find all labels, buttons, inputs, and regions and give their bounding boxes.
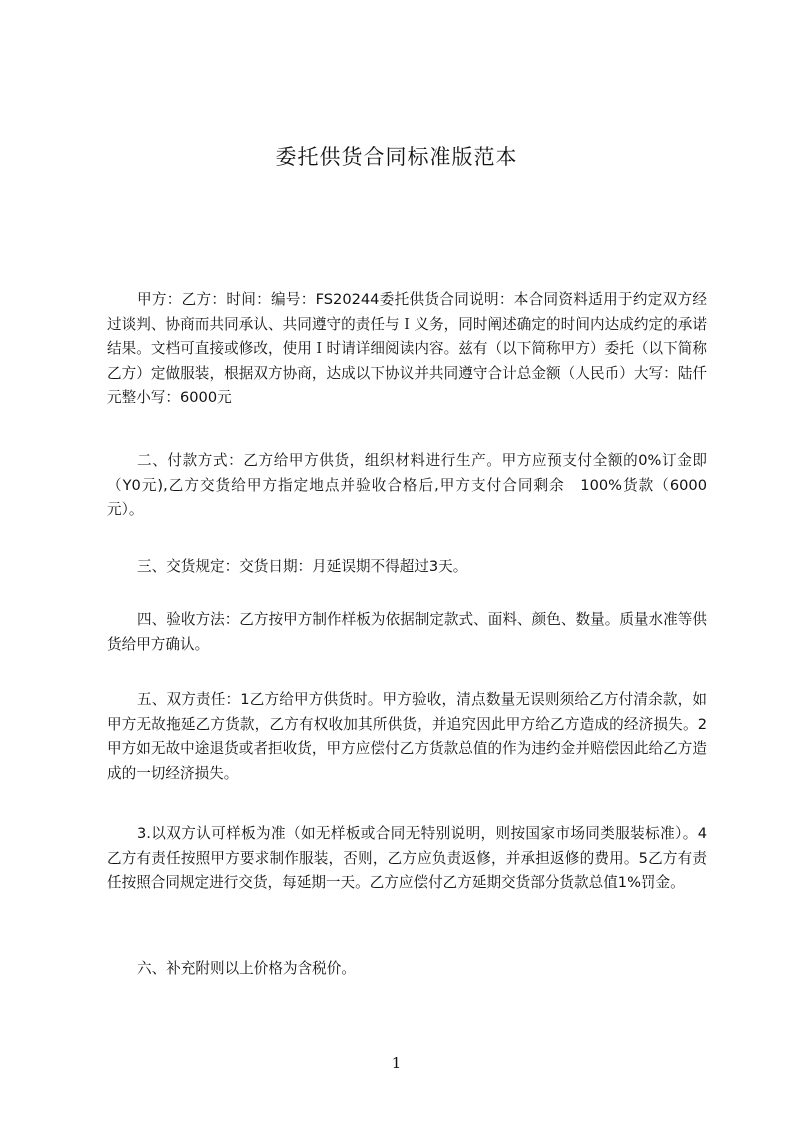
- paragraph-supplement: 六、补充附则以上价格为含税价。: [137, 960, 356, 977]
- page-number: 1: [391, 1054, 402, 1072]
- paragraph-delivery: 三、交货规定：交货日期：月延误期不得超过3天。: [137, 558, 468, 575]
- paragraph-sample-standard: 3.以双方认可样板为准（如无样板或合同无特别说明，则按国家市场同类服装标准）。4乙方有责任按照甲方要求制作服装，否则，乙方应负责返修，并承担返修的费用。5乙方有责任按照合同规定进行交货，每延期一天。乙方应偿付乙方延期交货部分货款总值1%罚金。: [107, 825, 707, 891]
- document-title: 委托供货合同标准版范本: [275, 145, 518, 169]
- paragraph-preamble: 甲方：乙方：时间：编号：FS20244委托供货合同说明：本合同资料适用于约定双方经过谈判、协商而共同承认、共同遵守的责任与Ｉ义务，同时阐述确定的时间内达成约定的承诺结果。文档可直接或修改，使用Ｉ时请详细阅读内容。兹有（以下简称甲方）委托（以下简称乙方）定做服装，根据双方协商，达成以下协议并共同遵守合计总金额（人民币）大写：陆仟元整小写：6000元: [107, 291, 707, 406]
- paragraph-responsibilities: 五、双方责任：1乙方给甲方供货时。甲方验收，清点数量无误则须给乙方付清余款，如甲方无故拖延乙方货款，乙方有权收加其所供货，并追究因此甲方给乙方造成的经济损失。2甲方如无故中途退货或者拒收货，甲方应偿付乙方货款总值的作为违约金并赔偿因此给乙方造成的一切经济损失。: [107, 691, 707, 782]
- paragraph-payment: 二、付款方式：乙方给甲方供货，组织材料进行生产。甲方应预支付全额的0%订金即（Y0元),乙方交货给甲方指定地点并验收合格后,甲方支付合同剩余 100%货款（6000元）。: [107, 452, 707, 518]
- paragraph-inspection: 四、验收方法：乙方按甲方制作样板为依据制定款式、面料、颜色、数量。质量水准等供货给甲方确认。: [107, 611, 707, 653]
